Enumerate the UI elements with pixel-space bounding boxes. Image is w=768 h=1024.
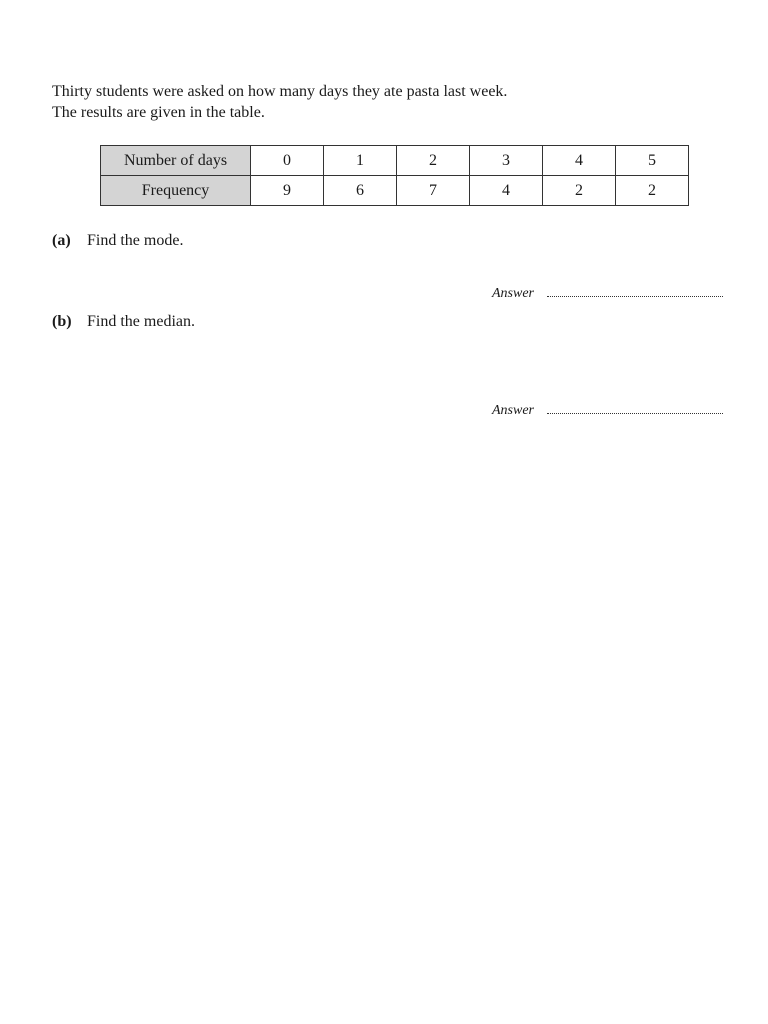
answer-label: Answer <box>492 403 534 418</box>
table-cell: 3 <box>470 146 543 176</box>
question-a-label: (a) <box>52 232 71 249</box>
answer-line-a[interactable] <box>492 286 723 302</box>
table-cell: 0 <box>251 146 324 176</box>
answer-label: Answer <box>492 286 534 301</box>
question-a-text: Find the mode. <box>87 232 184 249</box>
table-cell: 2 <box>397 146 470 176</box>
row-header-frequency: Frequency <box>101 176 251 206</box>
table-cell: 7 <box>397 176 470 206</box>
intro-line-2: The results are given in the table. <box>52 104 265 121</box>
question-intro <box>52 81 507 123</box>
table-cell: 2 <box>616 176 689 206</box>
table-cell: 2 <box>543 176 616 206</box>
intro-line-1: Thirty students were asked on how many days they ate pasta last week. <box>52 83 508 100</box>
frequency-table <box>100 145 689 206</box>
table-cell: 9 <box>251 176 324 206</box>
table-cell: 1 <box>324 146 397 176</box>
answer-b-dotted-line[interactable] <box>547 413 723 414</box>
table-cell: 4 <box>470 176 543 206</box>
table-cell: 6 <box>324 176 397 206</box>
answer-line-b[interactable] <box>492 403 723 419</box>
table-cell: 4 <box>543 146 616 176</box>
table-row-frequency <box>101 176 689 206</box>
question-a <box>52 232 183 250</box>
question-b-text: Find the median. <box>87 313 195 330</box>
question-b <box>52 313 195 331</box>
table-cell: 5 <box>616 146 689 176</box>
question-b-label: (b) <box>52 313 72 330</box>
answer-a-dotted-line[interactable] <box>547 296 723 297</box>
table-row-days <box>101 146 689 176</box>
row-header-days: Number of days <box>101 146 251 176</box>
